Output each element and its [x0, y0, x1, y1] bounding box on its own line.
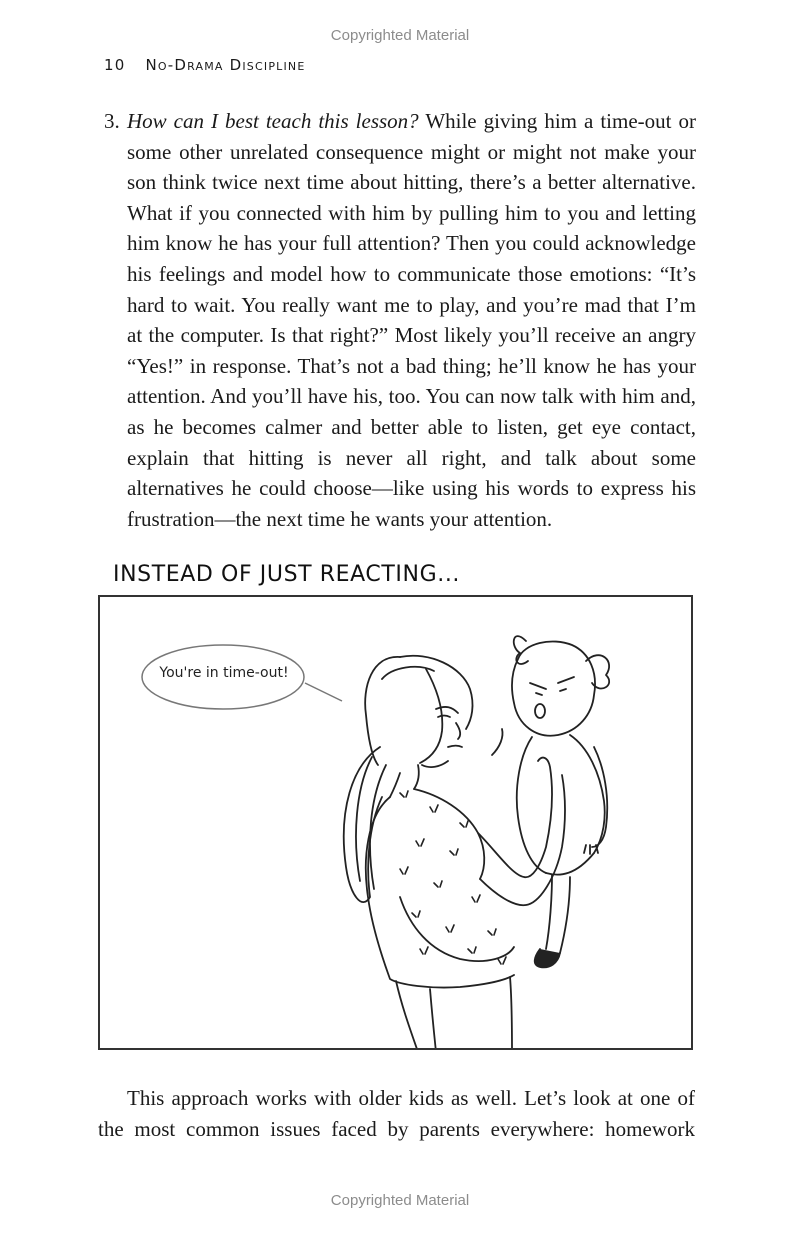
child-figure: [512, 636, 609, 967]
numbered-list-item: [104, 106, 696, 534]
list-item-question: How can I best teach this lesson?: [127, 109, 419, 133]
list-item-text: [127, 106, 696, 534]
closing-paragraph: This approach works with older kids as well. Let’s look at one of the most common issues faced by parents everywhere: homework: [98, 1086, 695, 1141]
page-number: 10: [104, 56, 126, 74]
list-item-number: 3.: [104, 109, 120, 133]
book-title: No-Drama Discipline: [145, 56, 306, 74]
illustration-caption: INSTEAD OF JUST REACTING...: [113, 562, 461, 587]
speech-bubble-text: You're in time-out!: [159, 665, 289, 681]
running-header: [104, 56, 306, 74]
copyright-watermark-bottom: Copyrighted Material: [330, 1192, 470, 1209]
mother-figure: [344, 656, 565, 1050]
illustration-panel: [98, 595, 693, 1050]
copyright-watermark-top: Copyrighted Material: [330, 27, 470, 44]
list-item-body: While giving him a time-out or some other unrelated consequence might or might not make your son think twice next time about hitting, there’s a better alternative. What if you connected with him by pulling him to you and letting him know he has your full attention? Then you could acknowledge his feelings and model how to communicate those emotions: “It’s hard to wait. You really want me to play, and you’re mad that I’m at the computer. Is that right?” Most likely you’ll receive an angry “Yes!” in response. That’s not a bad thing; he’ll know he has your attention. And you’ll have his, too. You can now talk with him and, as he becomes calmer and better able to listen, get eye contact, explain that hitting is never all right, and talk about some alternatives he could choose—like using his words to express his frustration—the next time he wants your attention.: [127, 109, 696, 531]
dress-pattern: [400, 791, 506, 964]
speech-bubble-tail: [305, 683, 342, 701]
